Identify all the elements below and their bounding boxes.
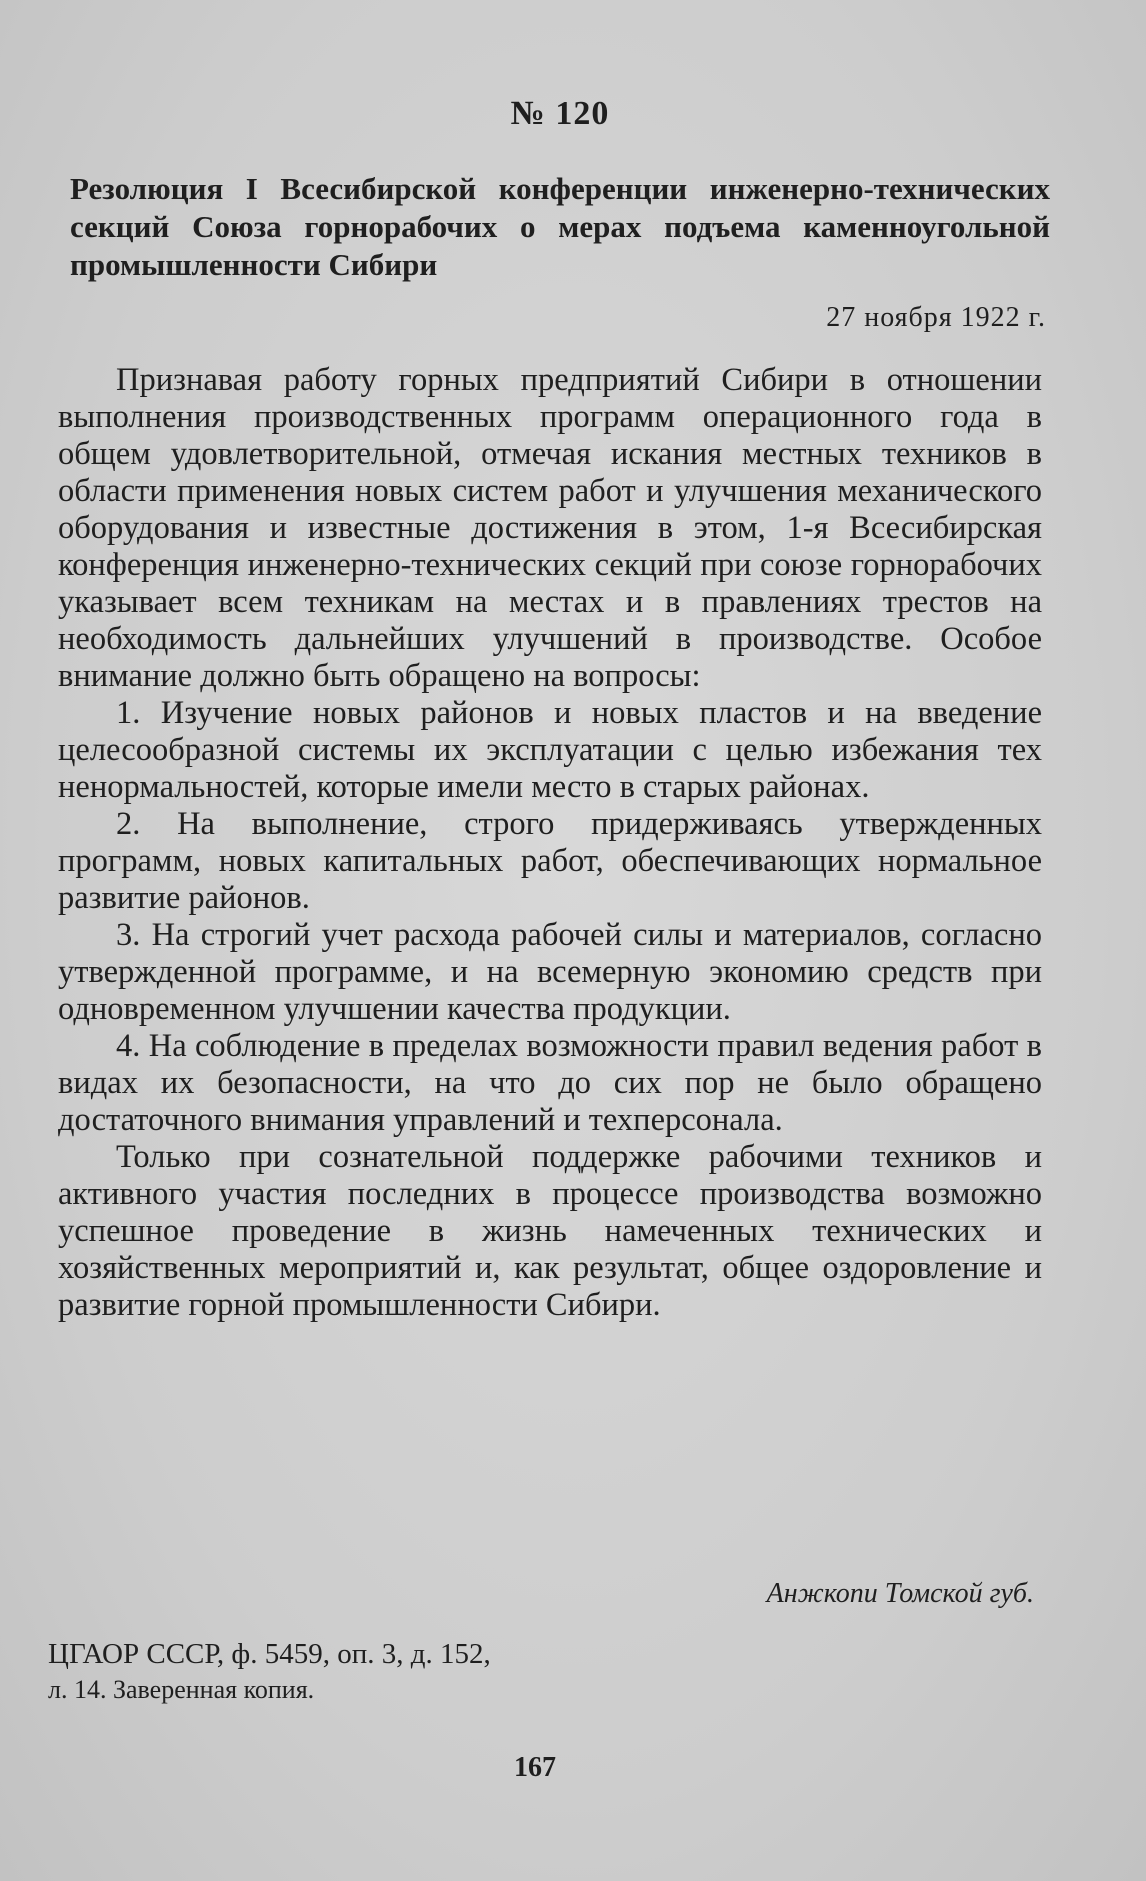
list-item: 2. На выполнение, строго придерживаясь утвержденных программ, новых капитальных работ, обеспечивающих нормальное развитие районов. — [58, 806, 1042, 916]
list-item: 3. На строгий учет расхода рабочей силы и материалов, согласно утвержденной программе, и на всемерную экономию средств при одновременном улучшении качества продукции. — [58, 917, 1042, 1027]
list-item: 4. На соблюдение в пределах возможности правил ведения работ в видах их безопасности, на что до сих пор не было обращено достаточного внимания управлений и техперсонала. — [58, 1028, 1042, 1138]
archive-reference-line: ЦГАОР СССР, ф. 5459, оп. 3, д. 152, — [48, 1638, 491, 1670]
document-body — [58, 362, 1042, 1324]
document-number: № 120 — [510, 95, 610, 132]
intro-paragraph: Признавая работу горных предприятий Сибири в отношении выполнения производственных программ операционного года в общем удовлетворительной, отмечая искания местных техников в области применения новых систем работ и улучшения механического оборудования и известные достижения в этом, 1-я Всесибирская конференция инженерно-технических секций при союзе горнорабочих указывает всем техникам на местах и в правлениях трестов на необходимость дальнейших улучшений в производстве. Особое внимание должно быть обращено на вопросы: — [58, 362, 1042, 694]
archive-reference-line: л. 14. Заверенная копия. — [48, 1675, 315, 1704]
document-title: Резолюция I Всесибирской конференции инженерно-технических секций Союза горнорабочих о мерах подъема каменноугольной промышленности Сибири — [70, 171, 1050, 282]
page-number: 167 — [514, 1752, 556, 1783]
archive-reference — [48, 1636, 648, 1708]
list-item: 1. Изучение новых районов и новых пластов и на введение целесообразной системы их эксплуатации с целью избежания тех ненормальностей, которые имели место в старых районах. — [58, 695, 1042, 805]
document-date: 27 ноября 1922 г. — [826, 302, 1046, 333]
signature: Анжкопи Томской губ. — [766, 1578, 1034, 1609]
closing-paragraph: Только при сознательной поддержке рабочими техников и активного участия последних в процессе производства возможно успешное проведение в жизнь намеченных технических и хозяйственных мероприятий и, как результат, общее оздоровление и развитие горной промышленности Сибири. — [58, 1139, 1042, 1323]
